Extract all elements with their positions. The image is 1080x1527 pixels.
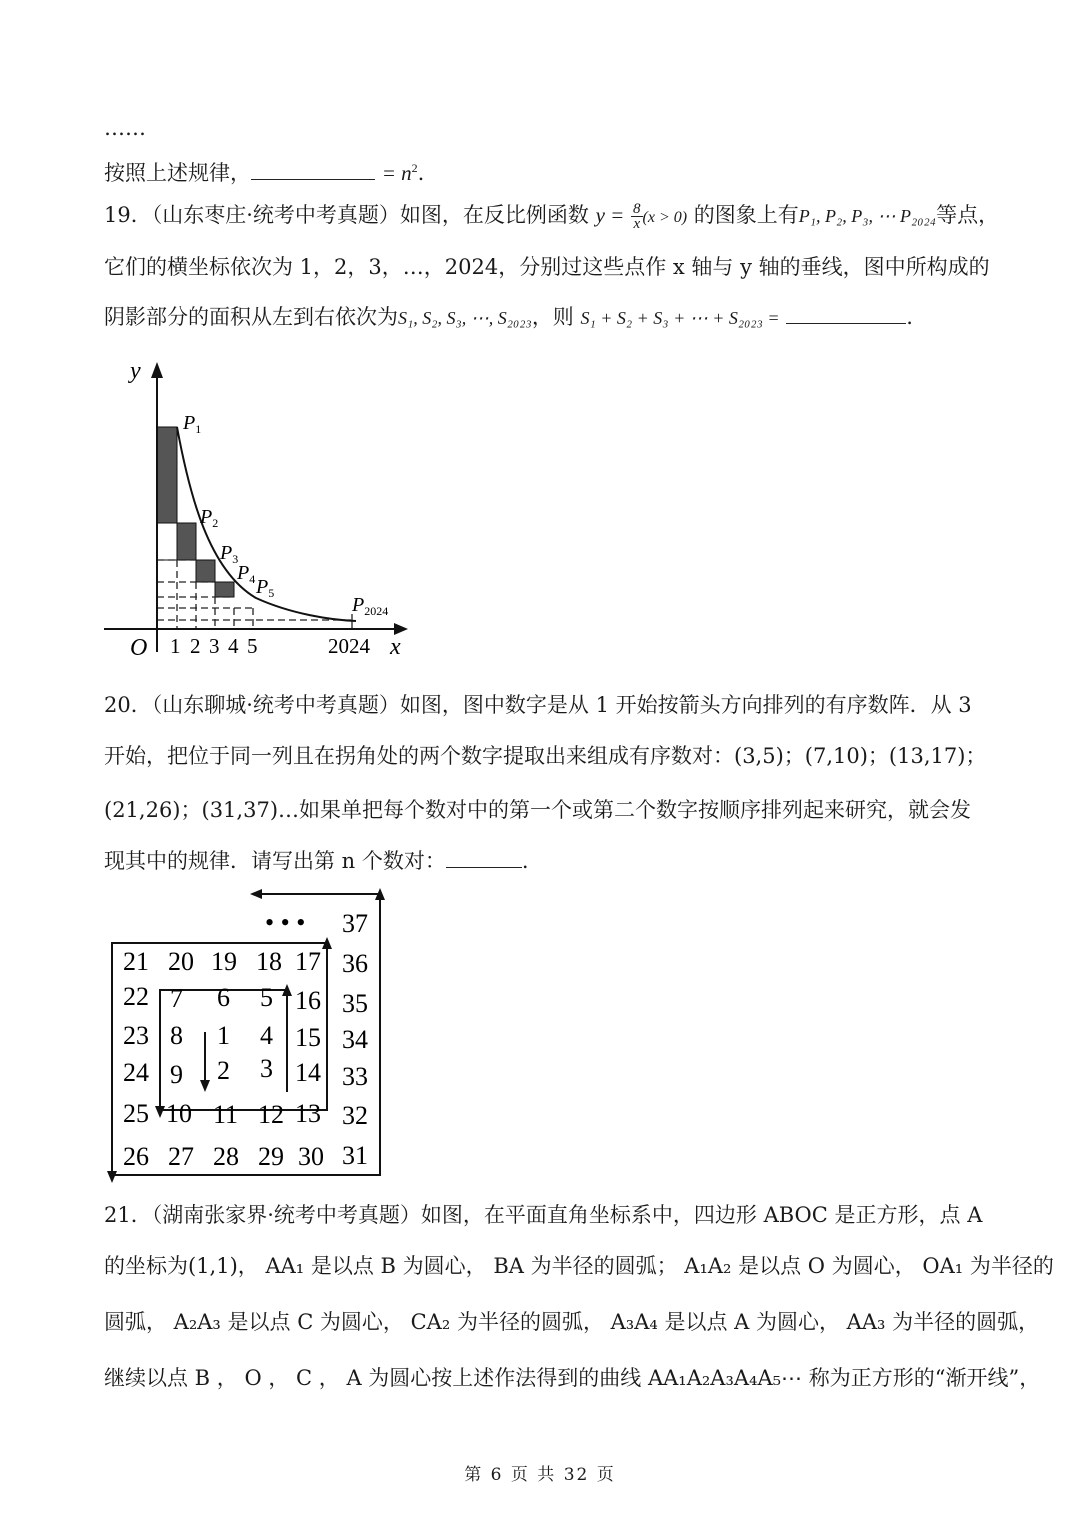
q19-stem-e: ，则 [531,305,574,329]
spiral-dots: • • • [265,908,306,937]
shaded-rect-s4 [215,582,234,597]
q21-line4: 继续以点 B ， O ， C ， A 为圆心按上述作法得到的曲线 AA₁A₂A₃A₄A₅⋯ 称为正方形的“渐开线”， [104,1366,1041,1390]
num-19: 19 [211,947,237,976]
point-label-p3: $P_3$ [220,542,239,566]
num-34: 34 [342,1025,368,1054]
q19-stem-b: 的图象上有 [693,203,799,227]
ellipsis: …… [104,116,146,140]
point-label-p1: $P_1$ [183,412,202,436]
answer-blank-19[interactable] [786,303,906,324]
spiral-matrix [100,880,400,1186]
shaded-rect-s3 [196,560,215,582]
grid-rect [157,523,177,560]
num-29: 29 [258,1142,284,1171]
num-35: 35 [342,989,368,1018]
x-tick-3: 3 [209,634,220,658]
q21-line2: 的坐标为(1,1)， AA₁ 是以点 B 为圆心， BA 为半径的圆弧； A₁A₂ 是以点 O 为圆心， OA₁ 为半径的 [104,1254,1054,1278]
num-18: 18 [256,947,282,976]
q19-stem-a: 19．（山东枣庄·统考中考真题）如图，在反比例函数 [104,203,589,227]
num-20: 20 [168,947,194,976]
q20-line4 [104,846,984,876]
shaded-rect-s1 [157,427,177,523]
q20-end: . [521,849,529,873]
dashed-grid [157,560,352,629]
num-31: 31 [342,1141,368,1170]
num-3: 3 [260,1054,273,1083]
q19-line1 [104,200,1000,233]
num-8: 8 [170,1021,183,1050]
point-label-p2: $P_2$ [200,506,219,530]
sum-expression: S₁ + S₂ + S₃ + ⋯ + S₂₀₂₃ = [580,308,780,328]
x-tick-4: 4 [228,634,239,658]
num-24: 24 [123,1058,149,1087]
x-tick-labels [170,634,371,658]
num-25: 25 [123,1099,149,1128]
y-axis-arrow [151,362,163,378]
x-tick-2: 2 [190,634,201,658]
num-27: 27 [168,1142,194,1171]
num-5: 5 [260,983,273,1012]
q21-line3: 圆弧， A₂A₃ 是以点 C 为圆心， CA₂ 为半径的圆弧， A₃A₄ 是以点 A 为圆心， AA₃ 为半径的圆弧， [104,1310,1040,1334]
answer-blank-20[interactable] [446,847,522,868]
num-16: 16 [295,986,321,1015]
point-label-p4: $P_4$ [237,562,256,586]
x-axis-label: x [390,634,401,660]
points-list: P₁, P₂, P₃, ⋯ P₂₀₂₄ [798,206,937,226]
num-11: 11 [213,1100,239,1129]
num-14: 14 [295,1058,321,1087]
page-footer: 第 6 页 共 32 页 [464,1465,616,1485]
rule-end: . [417,161,425,185]
num-30: 30 [298,1142,324,1171]
num-17: 17 [295,947,321,976]
num-33: 33 [342,1062,368,1091]
num-10: 10 [166,1099,192,1128]
num-2: 2 [217,1056,230,1085]
num-22: 22 [123,982,149,1011]
answer-blank-18[interactable] [251,159,375,180]
rule-line [104,153,984,188]
q19-line3 [104,302,984,333]
num-1: 1 [217,1021,230,1050]
num-7: 7 [170,984,183,1013]
y-axis-label: y [130,358,141,384]
q20-line2: 开始，把位于同一列且在拐角处的两个数字提取出来组成有序数对：(3,5)；(7,10)；(13,17)； [104,744,987,768]
func-y: y = [595,203,625,227]
x-tick-1: 1 [170,634,181,658]
num-26: 26 [123,1142,149,1171]
num-21: 21 [123,947,149,976]
q20-line1: 20．（山东聊城·统考中考真题）如图，图中数字是从 1 开始按箭头方向排列的有序数阵．从 3 [104,693,972,717]
num-37: 37 [342,909,368,938]
q21-line1: 21．（湖南张家界·统考中考真题）如图，在平面直角坐标系中，四边形 ABOC 是正方形，点 A [104,1203,983,1227]
num-9: 9 [170,1060,183,1089]
point-labels [182,412,388,618]
func-numerator: 8 [633,201,641,217]
q19-stem-c: 等点， [936,203,1000,227]
q19-line2: 它们的横坐标依次为 1，2，3，…，2024，分别过这些点作 x 轴与 y 轴的垂线，图中所构成的 [104,255,990,279]
inverse-function-graph [96,352,416,664]
x-tick-2024: 2024 [328,634,370,658]
num-6: 6 [217,983,230,1012]
spiral-path [112,894,380,1175]
num-15: 15 [295,1023,321,1052]
x-tick-5: 5 [247,634,258,658]
shaded-rect-s2 [177,523,196,560]
q20-stem: 现其中的规律．请写出第 n 个数对： [104,849,446,873]
point-label-p2024: $P_{2024}$ [352,594,389,618]
num-32: 32 [342,1101,368,1130]
func-fraction [631,202,643,231]
num-28: 28 [213,1142,239,1171]
num-12: 12 [258,1100,284,1129]
rule-suffix-base: = n [381,161,412,185]
num-13: 13 [295,1099,321,1128]
num-36: 36 [342,949,368,978]
rule-suffix-exp: 2 [411,161,418,175]
rule-prefix: 按照上述规律， [104,161,251,185]
q19-stem-d: 阴影部分的面积从左到右依次为 [104,305,398,329]
areas-list: S₁, S₂, S₃, ⋯, S₂₀₂₃ [398,308,532,328]
origin-label: O [130,635,148,661]
func-domain: (x > 0) [642,209,688,226]
num-23: 23 [123,1021,149,1050]
point-label-p5: $P_5$ [256,576,275,600]
q20-line3: (21,26)；(31,37)…如果单把每个数对中的第一个或第二个数字按顺序排列起来研究，就会发 [104,798,972,822]
q19-end: . [906,305,913,329]
num-4: 4 [260,1021,273,1050]
func-denominator: x [633,216,641,232]
